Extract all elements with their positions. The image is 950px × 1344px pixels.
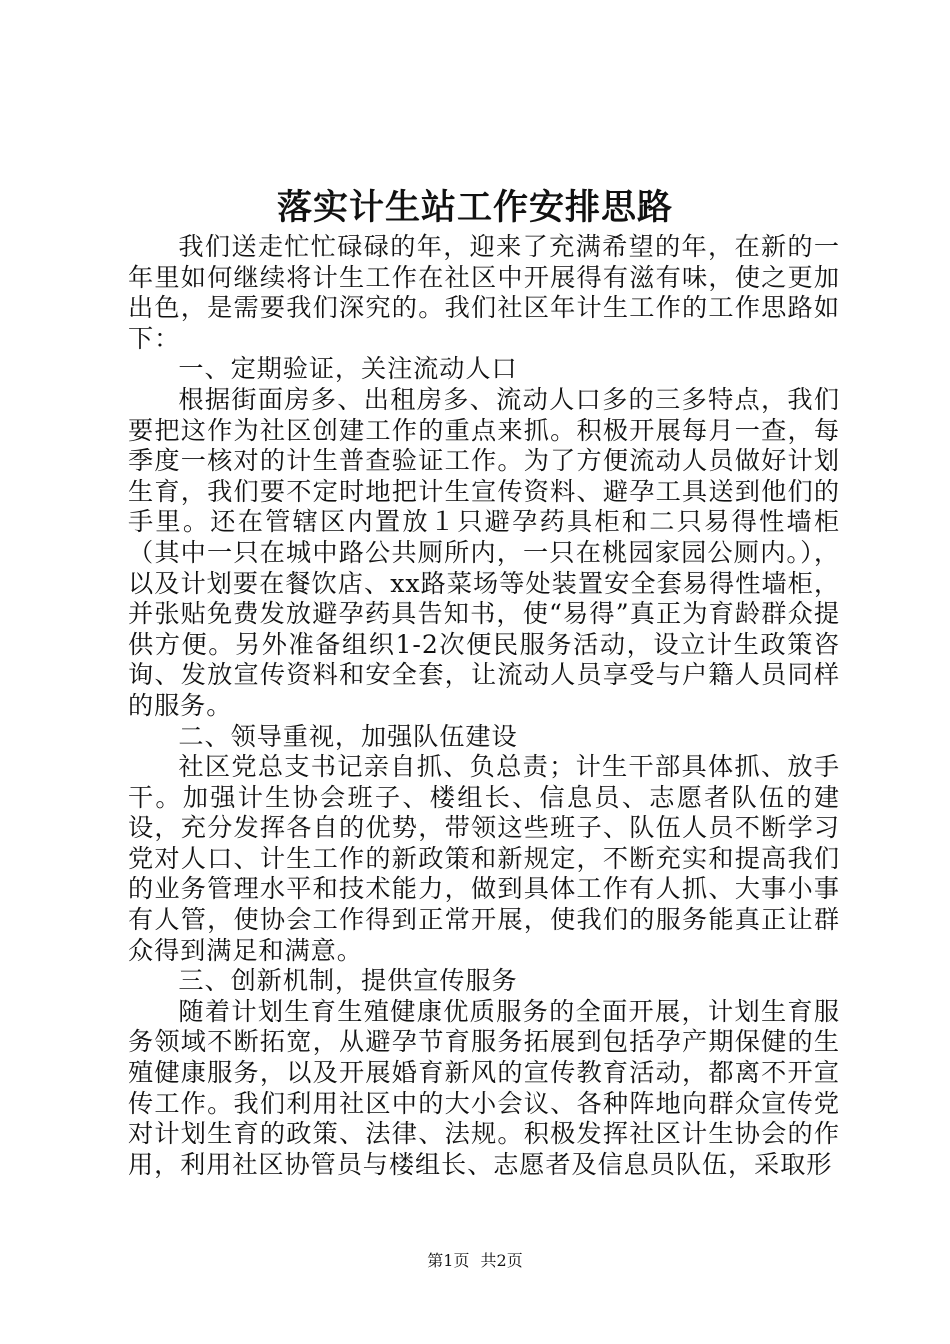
- page-number: 第1页: [427, 1251, 470, 1270]
- document-title: 落实计生站工作安排思路: [276, 187, 673, 228]
- section-heading-1: 一、定期验证，关注流动人口: [178, 354, 518, 384]
- document-body: [128, 232, 840, 1180]
- page-footer: [0, 1250, 950, 1272]
- section-heading-2: 二、领导重视，加强队伍建设: [178, 721, 518, 751]
- intro-paragraph: 我们送走忙忙碌碌的年，迎来了充满希望的年，在新的一年里如何继续将计生工作在社区中开展得有滋有味，使之更加出色，是需要我们深究的。我们社区年计生工作的工作思路如下：: [128, 232, 840, 353]
- section-paragraph-1: 根据街面房多、出租房多、流动人口多的三多特点，我们要把这作为社区创建工作的重点来抓。积极开展每月一查，每季度一核对的计生普查验证工作。为了方便流动人员做好计划生育，我们要不定时地把计生宣传资料、避孕工具送到他们的手里。还在管辖区内置放１只避孕药具柜和二只易得性墙柜（其中一只在城中路公共厕所内，一只在桃园家园公厕内。），以及计划要在餐饮店、xx路菜场等处装置安全套易得性墙柜，并张贴免费发放避孕药具告知书，使“易得”真正为育龄群众提供方便。另外准备组织1-2次便民服务活动，设立计生政策咨询、发放宣传资料和安全套，让流动人员享受与户籍人员同样的服务。: [128, 384, 840, 720]
- page-total: 共2页: [480, 1251, 523, 1270]
- section-paragraph-3: 随着计划生育生殖健康优质服务的全面开展，计划生育服务领域不断拓宽，从避孕节育服务拓展到包括孕产期保健的生殖健康服务，以及开展婚育新风的宣传教育活动，都离不开宣传工作。我们利用社区中的大小会议、各种阵地向群众宣传党对计划生育的政策、法律、法规。积极发挥社区计生协会的作用，利用社区协管员与楼组长、志愿者及信息员队伍，采取形: [128, 996, 840, 1179]
- section-paragraph-2: 社区党总支书记亲自抓、负总责；计生干部具体抓、放手干。加强计生协会班子、楼组长、信息员、志愿者队伍的建设，充分发挥各自的优势，带领这些班子、队伍人员不断学习党对人口、计生工作的新政策和新规定，不断充实和提高我们的业务管理水平和技术能力，做到具体工作有人抓、大事小事有人管，使协会工作得到正常开展，使我们的服务能真正让群众得到满足和满意。: [128, 752, 840, 965]
- section-heading-3: 三、创新机制，提供宣传服务: [178, 966, 518, 996]
